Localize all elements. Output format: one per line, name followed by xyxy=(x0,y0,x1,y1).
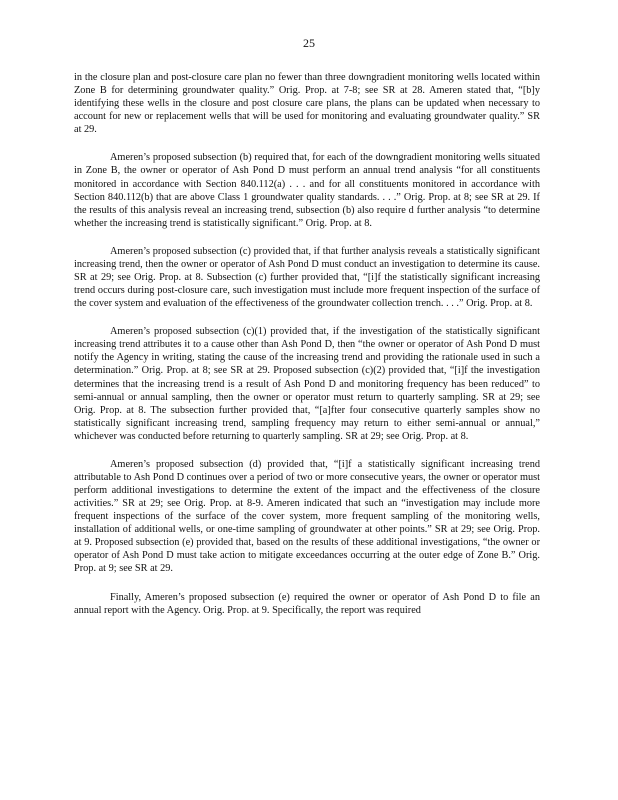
page-number: 25 xyxy=(303,36,315,50)
paragraph-annual-report: Finally, Ameren’s proposed subsection (e) required the owner or operator of Ash Pond D to file an annual report with the Agency. Orig. Prop. at 9. Specifically, the report was required xyxy=(74,591,540,616)
document-body xyxy=(74,71,540,617)
paragraph-subsection-c1-c2: Ameren’s proposed subsection (c)(1) provided that, if the investigation of the statistically significant increasing trend attributes it to a cause other than Ash Pond D, then “the owner or operator of Ash Pond D must notify the Agency in writing, stating the cause of the increasing trend and providing the rationale used in such a determination.” Orig. Prop. at 8; see SR at 29. Proposed subsection (c)(2) provided that, “[i]f the investigation determines that the increasing trend is a result of Ash Pond D and monitoring frequency has been reduced” to semi-annual or annual sampling, then the owner or operator must return to quarterly sampling. SR at 29; see Orig. Prop. at 8. The subsection further provided that, “[a]fter four consecutive quarterly samples show no statistically significant increasing trend, sampling frequency may return to either semi-annual or annual,” whichever was conducted before returning to quarterly sampling. SR at 29; see Orig. Prop. at 8. xyxy=(74,326,540,442)
paragraph-continuation: in the closure plan and post-closure care plan no fewer than three downgradient monitoring wells located within Zone B for determining groundwater quality.” Orig. Prop. at 7-8; see SR at 28. Ameren stated that, “[b]y identifying these wells in the closure and post closure care plans, the plans can be updated when necessary to account for new or replacement wells that will be used for monitoring and evaluating groundwater quality.” SR at 29. xyxy=(74,72,540,136)
paragraph-subsection-b: Ameren’s proposed subsection (b) required that, for each of the downgradient monitoring wells situated in Zone B, the owner or operator of Ash Pond D must perform an annual trend analysis “for all constituents monitored in accordance with Section 840.112(a) . . . and for all constituents monitored in accordance with Section 840.112(b) that are above Class 1 groundwater quality standards. . . .” Orig. Prop. at 8; see SR at 29. If the results of this analysis reveal an increasing trend, subsection (b) also require d further analysis “to determine whether the increasing trend is statistically significant.” Orig. Prop. at 8. xyxy=(74,152,540,229)
paragraph-subsection-c: Ameren’s proposed subsection (c) provided that, if that further analysis reveals a statistically significant increasing trend, then the owner or operator of Ash Pond D must conduct an investigation to determine its cause. SR at 29; see Orig. Prop. at 8. Subsection (c) further provided that, “[i]f the statistically significant increasing trend occurs during post-closure care, such investigation must include more frequent inspection of the surface of the cover system and evaluation of the effectiveness of the groundwater collection trench. . . .” Orig. Prop. at 8. xyxy=(74,245,540,310)
paragraph-subsection-d: Ameren’s proposed subsection (d) provided that, “[i]f a statistically significant increasing trend attributable to Ash Pond D continues over a period of two or more consecutive years, the owner or operator must perform additional investigations to determine the extent of the impact and the effectiveness of the closure activities.” SR at 29; see Orig. Prop. at 8-9. Ameren indicated that such an “investigation may include more frequent inspections of the surface of the cover system, more frequent sampling of the monitoring wells, installation of additional wells, or one-time sampling of groundwater at other points.” SR at 29; see Orig. Prop. at 9. Proposed subsection (e) provided that, based on the results of these additional investigations, “the owner or operator of Ash Pond D must take action to mitigate exceedances occurring at the outer edge of Zone B.” Orig. Prop. at 9; see SR at 29. xyxy=(74,458,540,575)
